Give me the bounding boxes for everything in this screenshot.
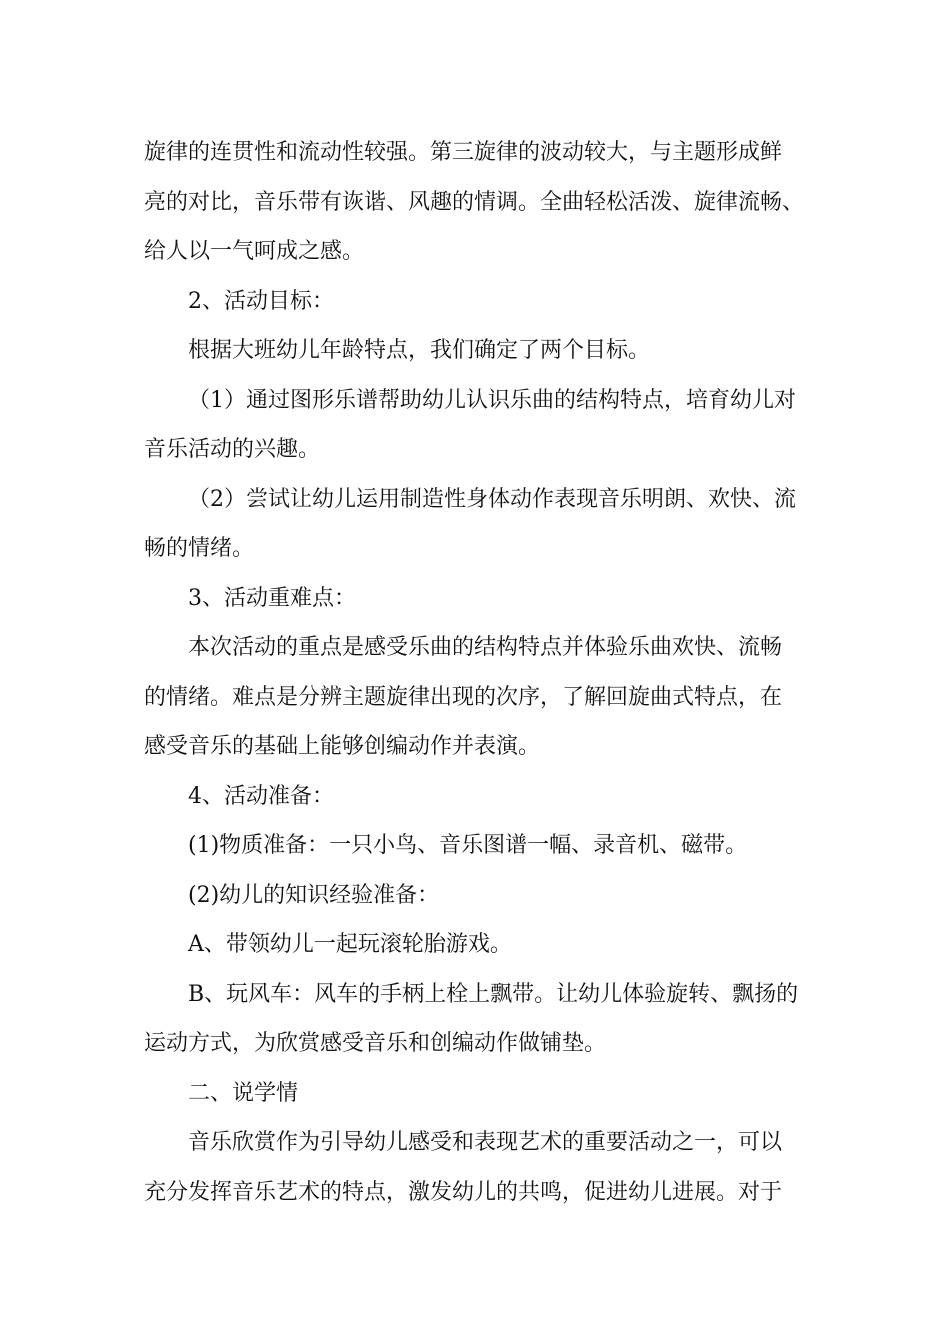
text-line: 亮的对比，音乐带有诙谐、风趣的情调。全曲轻松活泼、旋律流畅、 bbox=[144, 189, 805, 215]
text-line: 的情绪。难点是分辨主题旋律出现的次序，了解回旋曲式特点，在 bbox=[144, 684, 783, 710]
text-line: B、玩风车：风车的手柄上栓上飘带。让幼儿体验旋转、飘扬的 bbox=[188, 981, 799, 1007]
text-line: (2)幼儿的知识经验准备： bbox=[188, 882, 440, 908]
text-line: 音乐活动的兴趣。 bbox=[144, 437, 321, 462]
text-line: 二、说学情 bbox=[188, 1080, 299, 1106]
text-line: 充分发挥音乐艺术的特点，激发幼儿的共鸣，促进幼儿进展。对于 bbox=[144, 1179, 783, 1205]
text-line: A、带领幼儿一起玩滚轮胎游戏。 bbox=[188, 932, 512, 957]
text-line: 2、活动目标： bbox=[188, 288, 334, 314]
text-line: 畅的情绪。 bbox=[144, 536, 255, 561]
text-line: 本次活动的重点是感受乐曲的结构特点并体验乐曲欢快、流畅 bbox=[188, 635, 783, 660]
text-line: 给人以一气呵成之感。 bbox=[144, 239, 365, 264]
text-line: 3、活动重难点： bbox=[188, 585, 356, 611]
text-line: 音乐欣赏作为引导幼儿感受和表现艺术的重要活动之一，可以 bbox=[188, 1130, 783, 1155]
text-line: 根据大班幼儿年龄特点，我们确定了两个目标。 bbox=[188, 338, 651, 363]
text-line: 旋律的连贯性和流动性较强。第三旋律的波动较大，与主题形成鲜 bbox=[144, 140, 783, 165]
text-line: 感受音乐的基础上能够创编动作并表演。 bbox=[144, 734, 541, 759]
text-line: (1)物质准备：一只小鸟、音乐图谱一幅、录音机、磁带。 bbox=[188, 833, 748, 858]
text-line: （1）通过图形乐谱帮助幼儿认识乐曲的结构特点，培育幼儿对 bbox=[188, 387, 796, 413]
text-line: 4、活动准备： bbox=[188, 783, 334, 809]
text-line: （2）尝试让幼儿运用制造性身体动作表现音乐明朗、欢快、流 bbox=[188, 486, 796, 512]
document-body bbox=[144, 128, 814, 1217]
text-line: 运动方式，为欣赏感受音乐和创编动作做铺垫。 bbox=[144, 1031, 607, 1056]
